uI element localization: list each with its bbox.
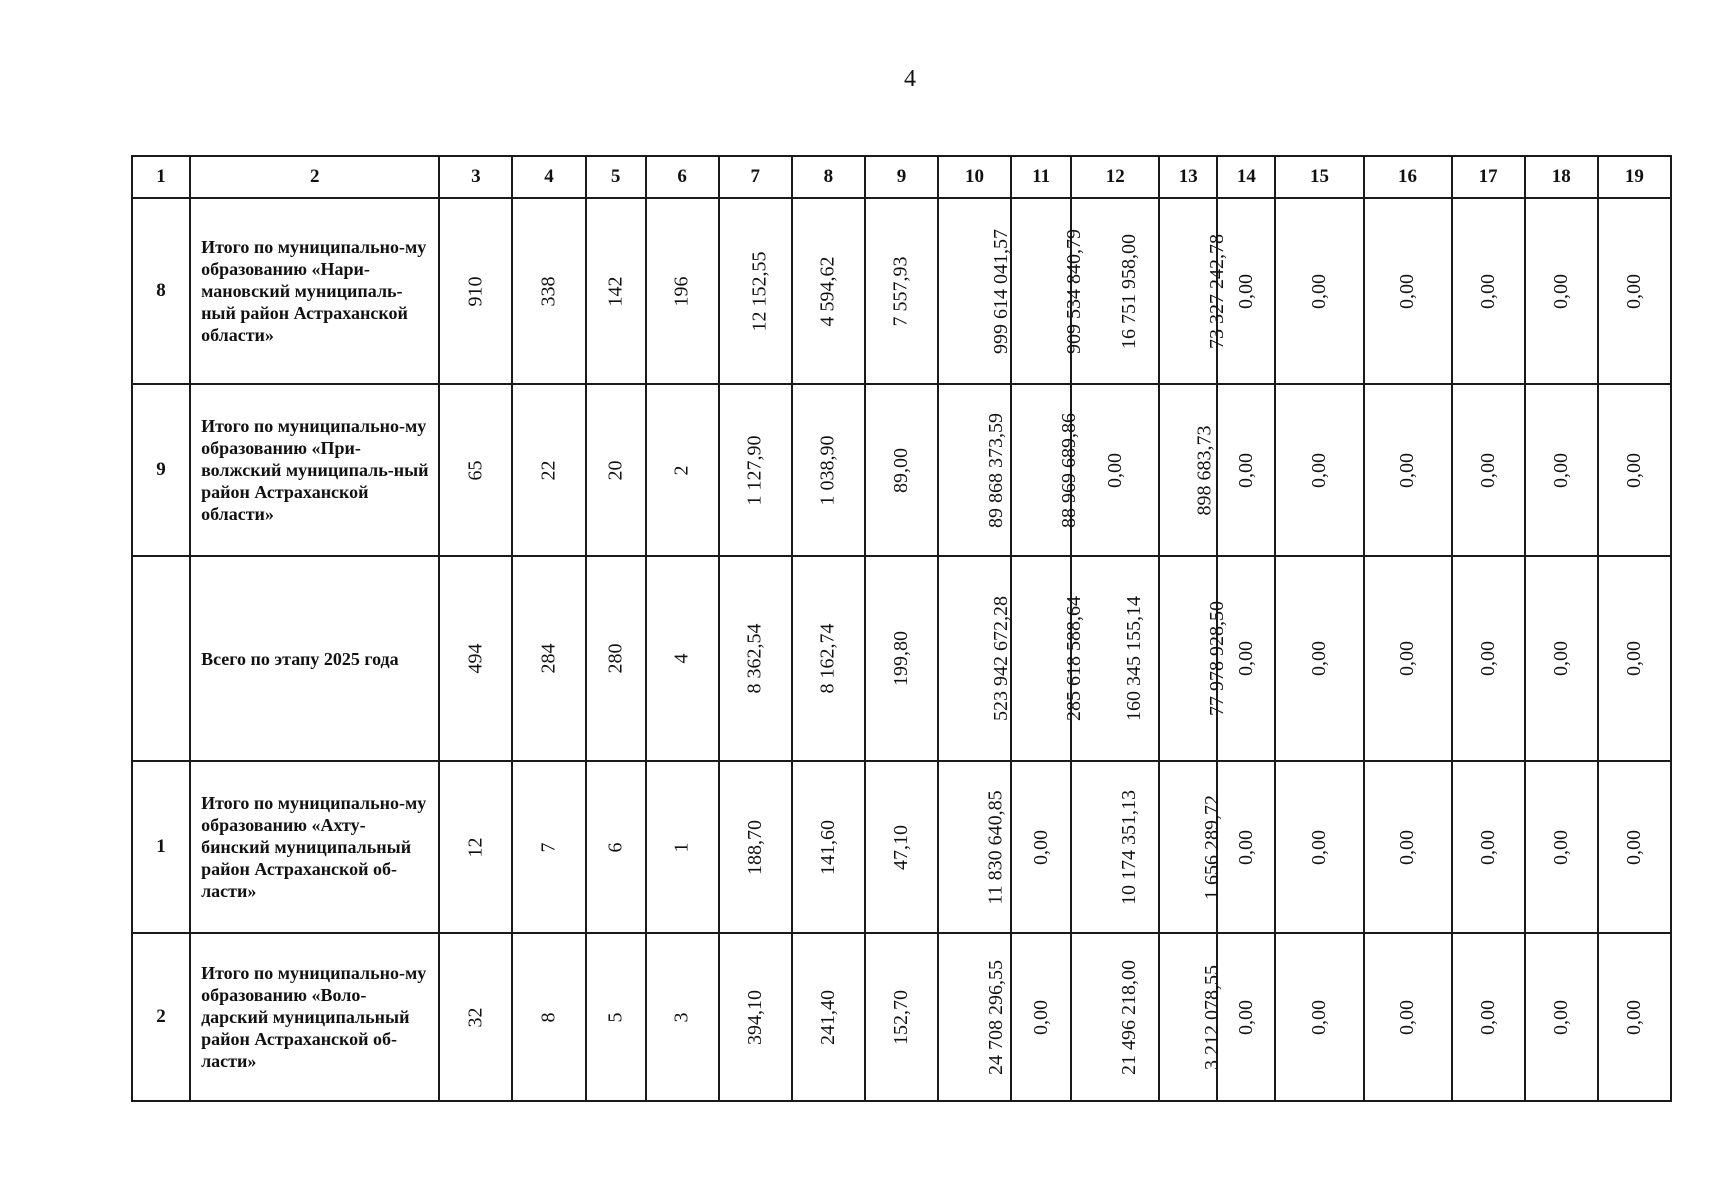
- cell-value: 0,00: [1549, 999, 1572, 1035]
- cell: [792, 384, 865, 556]
- cell-value: 0,00: [1234, 641, 1257, 676]
- cell-value: 199,80: [889, 631, 912, 686]
- column-header: 6: [646, 156, 719, 198]
- cell: [792, 556, 865, 761]
- cell-value: 6: [604, 842, 627, 852]
- cell: [512, 198, 585, 384]
- cell-value: 89 868 373,59: [985, 412, 1007, 528]
- cell-value: 999 614 041,57: [990, 228, 1012, 354]
- cell: [1452, 761, 1525, 933]
- cell: [1452, 198, 1525, 384]
- cell-value: 1 038,90: [816, 435, 839, 505]
- cell: [1011, 933, 1071, 1101]
- cell-value: 0,00: [1476, 999, 1499, 1035]
- cell-value: 910: [464, 276, 487, 306]
- table-row: [132, 198, 1671, 384]
- row-name: Итого по муниципально-му образованию «Нари-мановский муниципаль-ный район Астраханской области»: [190, 198, 439, 384]
- cell-value: 0,00: [1396, 641, 1419, 676]
- cell: [586, 933, 646, 1101]
- cell: [865, 384, 938, 556]
- column-header: 11: [1011, 156, 1071, 198]
- cell: [938, 933, 1011, 1101]
- cell-value: 160 345 155,14: [1123, 596, 1146, 721]
- cell-value: 152,70: [889, 989, 912, 1045]
- cell: [1071, 198, 1159, 384]
- cell: [1159, 933, 1224, 1101]
- cell-value: 0,00: [1029, 999, 1052, 1035]
- cell-value: 65: [464, 460, 487, 480]
- cell-value: 24 708 296,55: [985, 959, 1007, 1075]
- cell: [512, 933, 585, 1101]
- cell: [1598, 933, 1671, 1101]
- cell: [1071, 556, 1159, 761]
- cell: [439, 761, 512, 933]
- column-header: 14: [1217, 156, 1275, 198]
- column-header: 7: [719, 156, 792, 198]
- page-number: 4: [904, 66, 916, 92]
- cell-value: 20: [604, 460, 627, 480]
- cell: [439, 933, 512, 1101]
- column-header: 13: [1159, 156, 1217, 198]
- table-row: [132, 556, 1671, 761]
- cell-value: 32: [464, 1007, 487, 1027]
- column-header: 12: [1071, 156, 1159, 198]
- cell: [1525, 933, 1598, 1101]
- row-number: [132, 556, 190, 761]
- cell: [1217, 198, 1275, 384]
- cell: [646, 384, 719, 556]
- cell-value: 0,00: [1396, 999, 1419, 1035]
- cell-value: 5: [604, 1012, 627, 1022]
- cell-value: 0,00: [1307, 641, 1330, 676]
- cell-value: 0,00: [1396, 829, 1419, 865]
- row-name: Всего по этапу 2025 года: [190, 556, 439, 761]
- table-row: [132, 384, 1671, 556]
- cell: [865, 198, 938, 384]
- column-header: 4: [512, 156, 585, 198]
- cell-value: 0,00: [1549, 273, 1572, 309]
- cell: [512, 384, 585, 556]
- cell-value: 8 362,54: [743, 623, 766, 694]
- cell: [1217, 761, 1275, 933]
- cell: [439, 384, 512, 556]
- cell-value: 3 212 078,55: [1201, 964, 1224, 1070]
- column-header: 18: [1525, 156, 1598, 198]
- cell: [1217, 384, 1275, 556]
- cell-value: 7: [537, 842, 560, 852]
- cell-value: 0,00: [1234, 273, 1257, 309]
- cell: [1525, 556, 1598, 761]
- cell: [586, 198, 646, 384]
- cell-value: 0,00: [1307, 999, 1330, 1035]
- column-header: 8: [792, 156, 865, 198]
- cell-value: 0,00: [1307, 273, 1330, 309]
- row-name: Итого по муниципально-му образованию «Воло-дарский муниципальный район Астраханской об-ласти»: [190, 933, 439, 1101]
- cell: [938, 198, 1011, 384]
- cell-value: 0,00: [1549, 829, 1572, 865]
- cell: [1011, 761, 1071, 933]
- cell-value: 1 127,90: [743, 435, 766, 505]
- cell: [792, 198, 865, 384]
- cell: [719, 198, 792, 384]
- cell-value: 284: [537, 643, 560, 674]
- cell-value: 0,00: [1307, 829, 1330, 865]
- cell: [512, 556, 585, 761]
- cell: [792, 761, 865, 933]
- cell: [512, 761, 585, 933]
- table-header-row: [132, 156, 1671, 198]
- cell-value: 8 162,74: [816, 623, 839, 694]
- cell: [1011, 556, 1086, 761]
- row-number: 2: [132, 933, 190, 1101]
- cell-value: 12: [464, 837, 487, 857]
- cell: [646, 198, 719, 384]
- cell-value: 0,00: [1476, 452, 1499, 488]
- cell-value: 898 683,73: [1193, 425, 1216, 515]
- cell-value: 142: [604, 276, 627, 306]
- cell-value: 338: [537, 276, 560, 306]
- cell: [1452, 556, 1525, 761]
- cell-value: 0,00: [1029, 829, 1052, 865]
- cell: [1011, 384, 1081, 556]
- cell: [1217, 933, 1275, 1101]
- column-header: 10: [938, 156, 1011, 198]
- cell-value: 0,00: [1476, 641, 1499, 676]
- cell: [646, 933, 719, 1101]
- cell: [1275, 933, 1363, 1101]
- cell: [1071, 384, 1159, 556]
- cell: [1598, 198, 1671, 384]
- cell: [1071, 761, 1159, 933]
- cell: [938, 556, 1011, 761]
- cell-value: 0,00: [1476, 273, 1499, 309]
- cell: [1452, 933, 1525, 1101]
- cell-value: 0,00: [1234, 999, 1257, 1035]
- cell-value: 0,00: [1234, 452, 1257, 488]
- cell-value: 0,00: [1622, 452, 1645, 488]
- cell: [865, 933, 938, 1101]
- cell-value: 241,40: [816, 989, 839, 1045]
- column-header: 3: [439, 156, 512, 198]
- cell-value: 0,00: [1396, 452, 1419, 488]
- cell: [1071, 933, 1159, 1101]
- cell: [719, 556, 792, 761]
- cell: [1525, 384, 1598, 556]
- cell-value: 1: [670, 842, 693, 852]
- cell: [792, 933, 865, 1101]
- cell: [1598, 556, 1671, 761]
- cell: [1159, 198, 1229, 384]
- cell: [439, 556, 512, 761]
- cell: [1275, 556, 1363, 761]
- table-row: [132, 933, 1671, 1101]
- cell-value: 8: [537, 1012, 560, 1022]
- cell: [586, 761, 646, 933]
- cell-value: 0,00: [1234, 829, 1257, 865]
- table-row: [132, 761, 1671, 933]
- cell-value: 22: [537, 460, 560, 480]
- cell-value: 10 174 351,13: [1118, 789, 1141, 905]
- column-header: 17: [1452, 156, 1525, 198]
- cell-value: 285 618 588,64: [1063, 596, 1086, 721]
- cell: [1452, 384, 1525, 556]
- cell-value: 523 942 672,28: [990, 596, 1012, 721]
- cell-value: 0,00: [1622, 999, 1645, 1035]
- cell-value: 0,00: [1396, 273, 1419, 309]
- cell-value: 7 557,93: [889, 256, 912, 326]
- cell-value: 0,00: [1622, 829, 1645, 865]
- data-table: [131, 155, 1672, 1102]
- cell-value: 494: [464, 643, 487, 674]
- cell: [1159, 761, 1224, 933]
- column-header: 16: [1364, 156, 1452, 198]
- cell-value: 0,00: [1103, 452, 1126, 488]
- cell-value: 77 978 928,50: [1206, 601, 1229, 716]
- cell: [1525, 198, 1598, 384]
- cell: [938, 384, 1011, 556]
- cell-value: 12 152,55: [748, 251, 771, 331]
- row-number: 9: [132, 384, 190, 556]
- cell: [865, 556, 938, 761]
- cell-value: 280: [604, 643, 627, 674]
- cell-value: 4 594,62: [816, 256, 839, 326]
- cell: [1275, 198, 1363, 384]
- cell: [1275, 384, 1363, 556]
- cell: [439, 198, 512, 384]
- cell: [1364, 198, 1452, 384]
- cell-value: 1 656 289,72: [1201, 794, 1224, 900]
- cell-value: 3: [670, 1012, 693, 1022]
- cell-value: 11 830 640,85: [984, 789, 1007, 905]
- cell: [1159, 556, 1229, 761]
- cell-value: 0,00: [1622, 641, 1645, 676]
- cell-value: 88 969 689,86: [1058, 412, 1081, 528]
- cell-value: 196: [670, 276, 693, 306]
- column-header: 2: [190, 156, 439, 198]
- column-header: 5: [586, 156, 646, 198]
- cell-value: 89,00: [889, 447, 912, 493]
- cell: [586, 384, 646, 556]
- row-number: 8: [132, 198, 190, 384]
- cell-value: 0,00: [1622, 273, 1645, 309]
- cell: [1364, 556, 1452, 761]
- cell: [938, 761, 1011, 933]
- cell-value: 0,00: [1307, 452, 1330, 488]
- row-name: Итого по муниципально-му образованию «Ахту-бинский муниципальный район Астраханской об-ласти»: [190, 761, 439, 933]
- cell: [719, 761, 792, 933]
- cell: [719, 384, 792, 556]
- cell: [1598, 384, 1671, 556]
- cell: [586, 556, 646, 761]
- column-header: 9: [865, 156, 938, 198]
- cell: [1364, 761, 1452, 933]
- column-header: 19: [1598, 156, 1671, 198]
- cell-value: 4: [670, 653, 693, 664]
- row-number: 1: [132, 761, 190, 933]
- cell-value: 0,00: [1549, 452, 1572, 488]
- column-header: 15: [1275, 156, 1363, 198]
- cell: [1011, 198, 1086, 384]
- cell: [719, 933, 792, 1101]
- cell-value: 16 751 958,00: [1118, 233, 1141, 349]
- cell-value: 394,10: [743, 989, 766, 1045]
- cell-value: 2: [670, 465, 693, 475]
- cell-value: 73 327 242,78: [1206, 233, 1229, 349]
- cell: [1598, 761, 1671, 933]
- cell-value: 0,00: [1476, 829, 1499, 865]
- cell-value: 909 534 840,79: [1063, 228, 1086, 354]
- cell: [646, 761, 719, 933]
- cell-value: 141,60: [816, 819, 839, 875]
- column-header: 1: [132, 156, 190, 198]
- cell-value: 188,70: [743, 819, 766, 875]
- cell: [1275, 761, 1363, 933]
- row-name: Итого по муниципально-му образованию «При-волжский муниципаль-ный район Астраханской области»: [190, 384, 439, 556]
- cell: [646, 556, 719, 761]
- cell: [865, 761, 938, 933]
- cell-value: 47,10: [889, 824, 912, 870]
- cell-value: 0,00: [1549, 641, 1572, 676]
- cell: [1364, 933, 1452, 1101]
- cell: [1217, 556, 1275, 761]
- cell: [1525, 761, 1598, 933]
- cell: [1159, 384, 1217, 556]
- cell: [1364, 384, 1452, 556]
- cell-value: 21 496 218,00: [1118, 959, 1141, 1075]
